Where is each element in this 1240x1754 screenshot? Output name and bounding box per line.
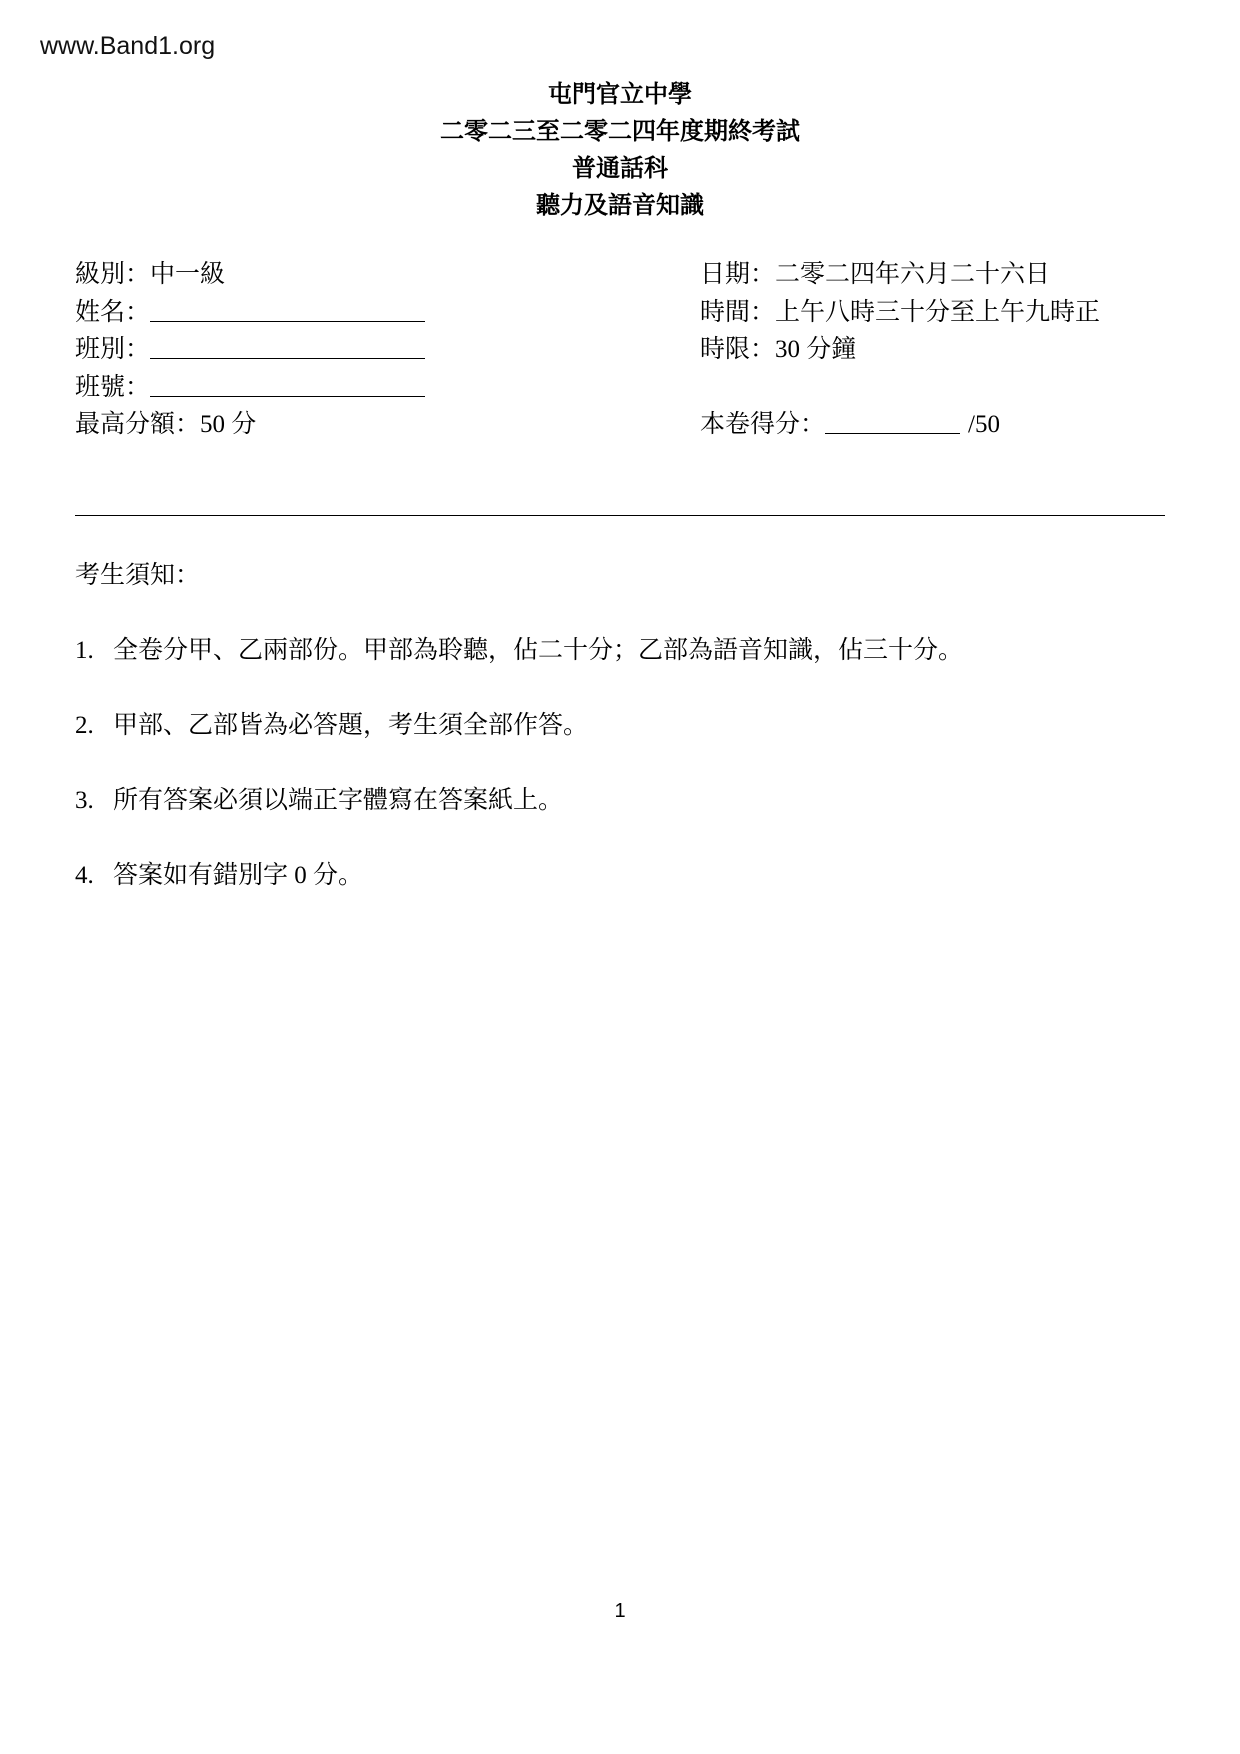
duration-label: 時限： — [700, 336, 776, 363]
instruction-item — [75, 855, 963, 930]
level-value: 中一級 — [150, 261, 226, 288]
instruction-number: 2. — [75, 712, 94, 739]
class-number-blank-line — [150, 372, 425, 397]
level-row — [75, 256, 425, 294]
exam-title: 二零二三至二零二四年度期終考試 — [440, 117, 800, 145]
watermark-text: www.Band1.org — [40, 32, 216, 60]
score-row — [700, 406, 1100, 444]
instruction-number: 1. — [75, 637, 94, 664]
instruction-list — [75, 630, 963, 930]
instruction-number: 3. — [75, 787, 94, 814]
instruction-item — [75, 630, 963, 705]
class-row — [75, 331, 425, 369]
spacer — [700, 369, 1100, 407]
instruction-text: 所有答案必須以端正字體寫在答案紙上。 — [113, 787, 564, 814]
exam-info — [700, 256, 1100, 444]
level-label: 級別： — [75, 261, 151, 288]
max-score-row — [75, 406, 425, 444]
name-row — [75, 294, 425, 332]
subject-title: 普通話科 — [572, 154, 668, 182]
exam-header — [0, 76, 1240, 224]
score-label: 本卷得分： — [700, 411, 826, 438]
date-label: 日期： — [700, 261, 776, 288]
instruction-item — [75, 780, 963, 855]
max-score-label: 最高分額： — [75, 411, 201, 438]
instruction-text: 甲部、乙部皆為必答題，考生須全部作答。 — [113, 712, 589, 739]
class-number-row — [75, 369, 425, 407]
score-total: /50 — [968, 411, 1000, 438]
time-label: 時間： — [700, 298, 776, 326]
name-label: 姓名： — [75, 298, 151, 326]
class-blank-line — [150, 334, 425, 359]
candidate-info — [75, 256, 425, 444]
instruction-number: 4. — [75, 862, 94, 889]
time-value: 上午八時三十分至上午九時正 — [775, 298, 1101, 326]
divider-line — [75, 515, 1165, 516]
page-number: 1 — [614, 1600, 626, 1622]
class-number-label: 班號： — [75, 373, 151, 401]
notice-title: 考生須知： — [75, 562, 201, 589]
school-name: 屯門官立中學 — [548, 80, 692, 108]
date-row — [700, 256, 1100, 294]
instruction-text: 全卷分甲、乙兩部份。甲部為聆聽，佔二十分；乙部為語音知識，佔三十分。 — [113, 637, 964, 664]
instruction-text: 答案如有錯別字 0 分。 — [113, 862, 364, 889]
class-label: 班別： — [75, 336, 151, 363]
max-score-value: 50 分 — [200, 411, 257, 438]
date-value: 二零二四年六月二十六日 — [775, 261, 1051, 288]
name-blank-line — [150, 297, 425, 322]
paper-title: 聽力及語音知識 — [536, 191, 704, 219]
duration-value: 30 分鐘 — [775, 336, 857, 363]
instruction-item — [75, 705, 963, 780]
duration-row — [700, 331, 1100, 369]
score-blank-line — [825, 409, 960, 434]
time-row — [700, 294, 1100, 332]
